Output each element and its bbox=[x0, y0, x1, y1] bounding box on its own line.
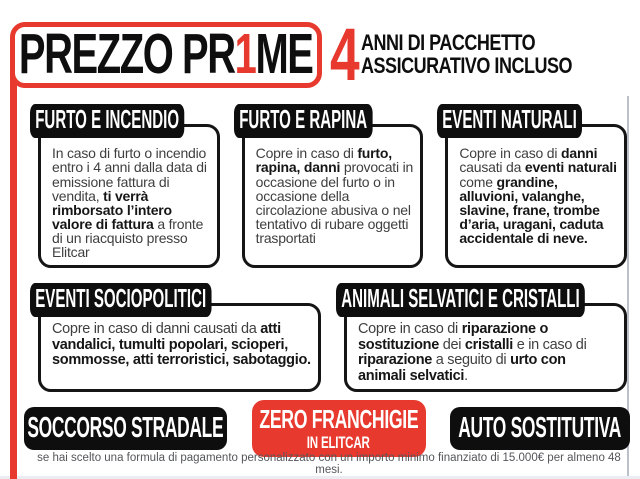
pill-label-line-1: ZERO FRANCHIGIE bbox=[259, 403, 418, 434]
page-title bbox=[19, 22, 313, 87]
card-title-pill bbox=[437, 104, 582, 138]
title-part-one: 1 bbox=[234, 22, 256, 87]
card-title-pill bbox=[336, 283, 585, 317]
brand-title-box bbox=[10, 22, 322, 88]
coverage-row-1 bbox=[30, 104, 627, 268]
pill-auto-sostitutiva bbox=[450, 407, 630, 450]
coverage-row-2 bbox=[30, 283, 627, 392]
red-spine-line bbox=[10, 66, 17, 479]
pill-label-line-2: IN ELITCAR bbox=[307, 432, 370, 452]
badge-line-2: ASSICURATIVO INCLUSO bbox=[361, 53, 573, 78]
card-title: FURTO E INCENDIO bbox=[35, 104, 180, 134]
card-body-text: Copre in caso di danni causati da atti vandalici, tumulti popolari, scioperi, sommosse, atti terroristici, sabotaggio. bbox=[38, 303, 321, 392]
card-title: ANIMALI SELVATICI E CRISTALLI bbox=[341, 283, 580, 313]
card-furto-e-incendio bbox=[30, 104, 220, 268]
pill-soccorso-stradale bbox=[24, 407, 227, 450]
card-title-pill bbox=[30, 283, 211, 317]
card-eventi-naturali bbox=[437, 104, 627, 268]
card-title: EVENTI NATURALI bbox=[442, 104, 578, 134]
badge-line-1: ANNI DI PACCHETTO bbox=[361, 30, 536, 56]
pill-zero-franchigie bbox=[252, 400, 426, 457]
card-body-text: Copre in caso di riparazione o sostituzione dei cristalli e in caso di riparazione a seguito di urto con animali selvatici. bbox=[344, 303, 627, 392]
card-animali-selvatici-e-cristalli bbox=[336, 283, 627, 392]
card-title-pill bbox=[234, 104, 372, 138]
card-title: EVENTI SOCIOPOLITICI bbox=[35, 283, 207, 313]
title-part-post: ME bbox=[255, 22, 313, 87]
card-title-pill bbox=[30, 104, 184, 138]
masthead bbox=[10, 13, 628, 97]
card-furto-e-rapina bbox=[234, 104, 424, 268]
badge-text bbox=[361, 32, 625, 78]
benefits-pill-row bbox=[24, 399, 630, 457]
package-badge bbox=[330, 13, 625, 97]
card-eventi-sociopolitici bbox=[30, 283, 321, 392]
pill-label: AUTO SOSTITUTIVA bbox=[458, 411, 622, 444]
pill-label: SOCCORSO STRADALE bbox=[27, 411, 224, 444]
footer-disclaimer: se hai scelto una formula di pagamento personalizzato con un importo minimo finanziato di 15.000€ per almeno 48 mesi. bbox=[37, 451, 621, 477]
badge-number: 4 bbox=[330, 13, 359, 97]
card-body-text: In caso di furto o incendio entro i 4 anni dalla data di emissione fattura di vendita, ti verrà rimborsato l’intero valore di fattura a fronte di un riacquisto presso Elitcar bbox=[38, 124, 220, 268]
title-part-pre: PREZZO PR bbox=[19, 22, 235, 87]
card-body-text: Copre in caso di danni causati da eventi naturali come grandine, alluvioni, valanghe, slavine, frane, trombe d’aria, uragani, caduta accidentale di neve. bbox=[445, 124, 627, 268]
card-title: FURTO E RAPINA bbox=[238, 104, 367, 134]
card-body-text: Copre in caso di furto, rapina, danni provocati in occasione del furto o in occasione della circolazione abusiva o nel tentativo di rubare oggetti trasportati bbox=[242, 124, 424, 268]
